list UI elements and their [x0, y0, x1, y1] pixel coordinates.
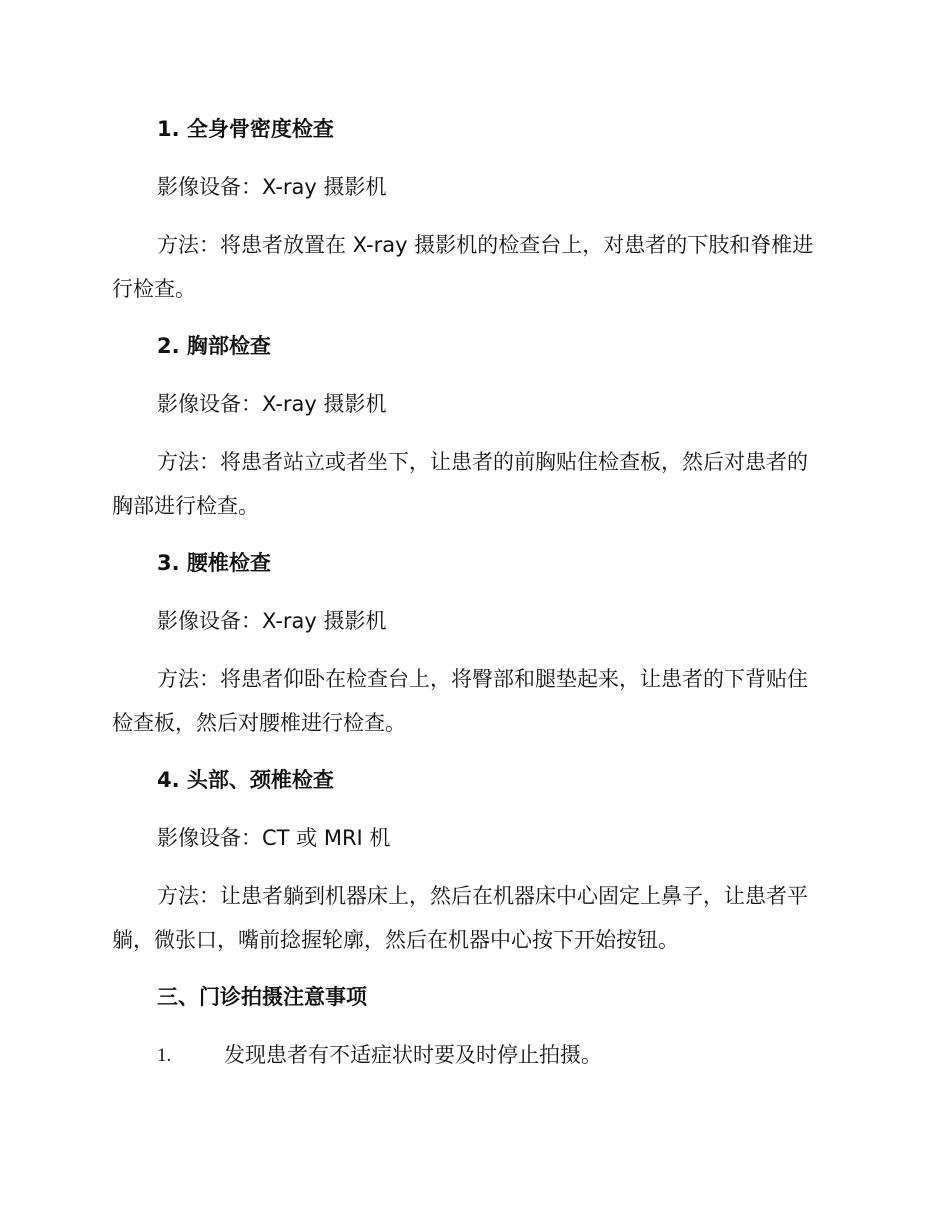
device-line: 影像设备：X-ray 摄影机: [157, 175, 387, 199]
method-line: 方法：让患者躺到机器床上，然后在机器床中心固定上鼻子，让患者平: [157, 884, 808, 908]
method-line: 方法：将患者放置在 X-ray 摄影机的检查台上，对患者的下肢和脊椎进: [157, 233, 814, 257]
section-heading: 4. 头部、颈椎检查: [157, 768, 334, 792]
section-heading: 1. 全身骨密度检查: [157, 117, 334, 141]
section-heading: 2. 胸部检查: [157, 334, 271, 358]
device-line: 影像设备：CT 或 MRI 机: [157, 826, 391, 850]
section-heading: 3. 腰椎检查: [157, 551, 271, 575]
list-text: 发现患者有不适症状时要及时停止拍摄。: [224, 1043, 602, 1067]
device-line: 影像设备：X-ray 摄影机: [157, 392, 387, 416]
method-line: 方法：将患者仰卧在检查台上，将臀部和腿垫起来，让患者的下背贴住: [157, 667, 808, 691]
notes-heading: 三、门诊拍摄注意事项: [157, 985, 367, 1009]
method-line-continued: 检查板，然后对腰椎进行检查。: [112, 711, 406, 735]
device-line: 影像设备：X-ray 摄影机: [157, 609, 387, 633]
list-number: 1.: [157, 1045, 172, 1066]
method-line-continued: 行检查。: [112, 277, 196, 301]
method-line: 方法：将患者站立或者坐下，让患者的前胸贴住检查板，然后对患者的: [157, 450, 808, 474]
method-line-continued: 胸部进行检查。: [112, 494, 259, 518]
method-line-continued: 躺，微张口，嘴前捻握轮廓，然后在机器中心按下开始按钮。: [112, 928, 679, 952]
